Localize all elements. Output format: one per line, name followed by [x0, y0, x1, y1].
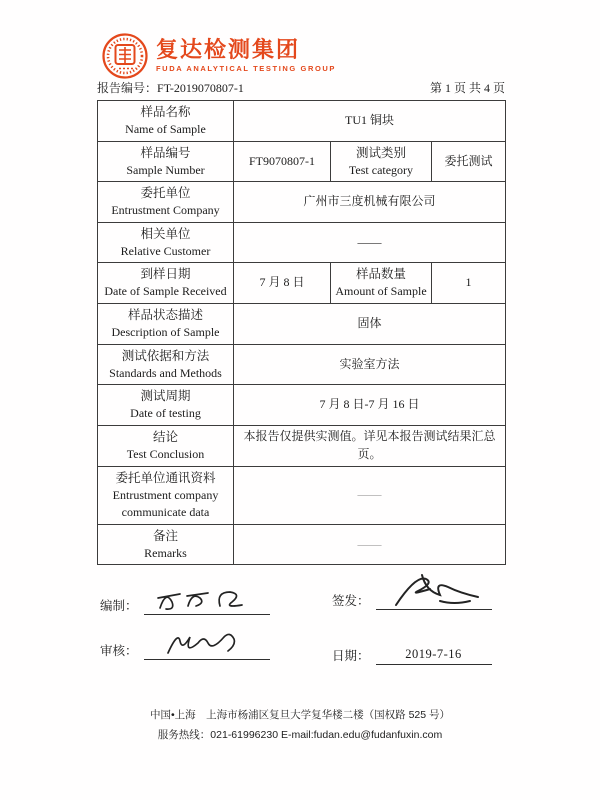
table-row	[98, 263, 506, 304]
row-label: 样品名称 Name of Sample	[98, 101, 234, 142]
fuda-seal-icon	[102, 33, 148, 79]
row-label: 相关单位 Relative Customer	[98, 222, 234, 263]
reviewed-by-row	[100, 639, 270, 660]
row-label: 委托单位 Entrustment Company	[98, 182, 234, 223]
footer-contact: 服务热线：021-61996230 E-mail:fudan.edu@fudanfuxin.com	[157, 728, 443, 741]
date-label: 日期：	[332, 649, 370, 663]
row-value: FT9070807-1	[234, 141, 331, 182]
row-label: 样品编号 Sample Number	[98, 141, 234, 182]
company-name-zh: 复达检测集团	[156, 37, 301, 63]
row-value: 1	[432, 263, 506, 304]
table-row	[98, 222, 506, 263]
row-label: 样品数量 Amount of Sample	[331, 263, 432, 304]
row-value: ——	[234, 222, 506, 263]
row-value: 广州市三度机械有限公司	[234, 182, 506, 223]
reviewed-by-label: 审核：	[100, 644, 138, 658]
sample-info-table	[97, 100, 506, 565]
table-row	[98, 304, 506, 345]
issued-by-row	[332, 589, 492, 610]
table-row	[98, 385, 506, 426]
issued-by-signature	[382, 571, 492, 611]
issued-by-label: 签发：	[332, 594, 370, 608]
footer-address: 中国•上海 上海市杨浦区复旦大学复华楼二楼（国权路 525 号）	[149, 709, 451, 721]
page-indicator: 第 1 页 共 4 页	[429, 81, 505, 95]
row-value: 固体	[234, 304, 506, 345]
reviewed-by-signature	[150, 627, 262, 661]
row-label: 到样日期 Date of Sample Received	[98, 263, 234, 304]
company-logo	[102, 33, 336, 79]
row-value: 本报告仅提供实测值。详见本报告测试结果汇总页。	[234, 426, 506, 467]
date-row	[332, 644, 492, 665]
table-row	[98, 426, 506, 467]
row-label: 测试类别 Test category	[331, 141, 432, 182]
reviewed-by-signature-line	[144, 639, 270, 660]
row-value: 7 月 8 日-7 月 16 日	[234, 385, 506, 426]
row-label: 委托单位通讯资料 Entrustment company communicate data	[98, 466, 234, 524]
row-label: 测试依据和方法 Standards and Methods	[98, 344, 234, 385]
issued-by-signature-line	[376, 589, 492, 610]
row-value: 实验室方法	[234, 344, 506, 385]
row-label: 结论 Test Conclusion	[98, 426, 234, 467]
row-label: 备注 Remarks	[98, 524, 234, 565]
prepared-by-row	[100, 594, 270, 615]
report-meta-line	[97, 79, 505, 96]
report-number: 报告编号：FT-2019070807-1	[97, 81, 244, 95]
table-row	[98, 141, 506, 182]
date-line	[376, 644, 492, 665]
company-name-en: FUDA ANALYTICAL TESTING GROUP	[156, 64, 337, 74]
table-row	[98, 101, 506, 142]
table-row	[98, 344, 506, 385]
prepared-by-signature-line	[144, 594, 270, 615]
table-row	[98, 466, 506, 524]
row-value: ——	[234, 466, 506, 524]
prepared-by-signature	[150, 586, 262, 616]
table-row	[98, 182, 506, 223]
date-value: 2019-7-16	[405, 647, 462, 661]
page-footer	[0, 706, 600, 746]
row-value: ——	[234, 524, 506, 565]
table-row	[98, 524, 506, 565]
row-label: 样品状态描述 Description of Sample	[98, 304, 234, 345]
row-label: 测试周期 Date of testing	[98, 385, 234, 426]
row-value: TU1 铜块	[234, 101, 506, 142]
row-value: 委托测试	[432, 141, 506, 182]
row-value: 7 月 8 日	[234, 263, 331, 304]
prepared-by-label: 编制：	[100, 599, 138, 613]
